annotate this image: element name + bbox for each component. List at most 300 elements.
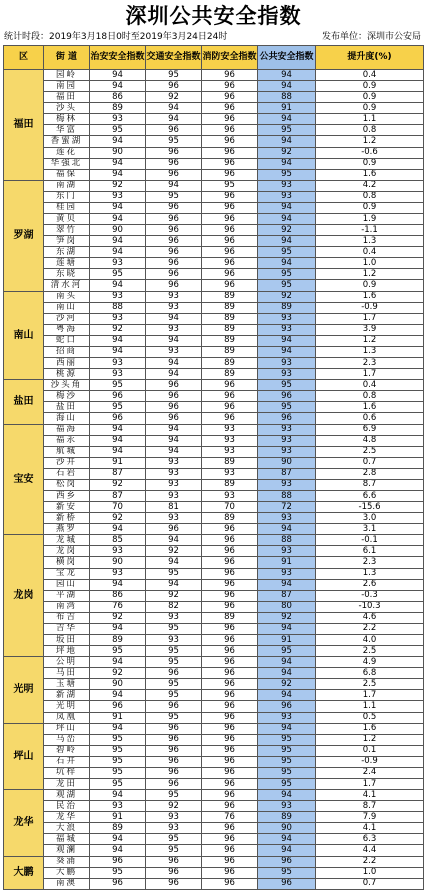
security-index-cell: 89 — [90, 634, 146, 645]
table-row — [4, 790, 424, 801]
street-cell: 坪山 — [44, 723, 90, 734]
change-percent-cell: 4.0 — [316, 634, 424, 645]
fire-index-cell: 96 — [202, 601, 258, 612]
traffic-index-cell: 94 — [146, 313, 202, 324]
fire-index-cell: 96 — [202, 679, 258, 690]
public-index-cell: 95 — [258, 169, 316, 180]
street-cell: 南湾 — [44, 601, 90, 612]
fire-index-cell: 89 — [202, 479, 258, 490]
table-row — [4, 701, 424, 712]
traffic-index-cell: 96 — [146, 247, 202, 258]
table-row — [4, 845, 424, 856]
change-percent-cell: 0.4 — [316, 70, 424, 81]
public-index-cell: 90 — [258, 823, 316, 834]
street-cell: 石井 — [44, 756, 90, 767]
table-row — [4, 646, 424, 657]
traffic-index-cell: 95 — [146, 136, 202, 147]
table-row — [4, 823, 424, 834]
fire-index-cell: 96 — [202, 790, 258, 801]
security-index-cell: 94 — [90, 169, 146, 180]
public-index-cell: 93 — [258, 712, 316, 723]
fire-index-cell: 93 — [202, 424, 258, 435]
change-percent-cell: 0.8 — [316, 191, 424, 202]
street-cell: 新安 — [44, 502, 90, 513]
security-index-cell: 95 — [90, 779, 146, 790]
public-index-cell: 96 — [258, 856, 316, 867]
change-percent-cell: 1.9 — [316, 214, 424, 225]
table-row — [4, 380, 424, 391]
fire-index-cell: 96 — [202, 191, 258, 202]
traffic-index-cell: 94 — [146, 114, 202, 125]
table-row — [4, 801, 424, 812]
fire-index-cell: 96 — [202, 380, 258, 391]
table-row — [4, 435, 424, 446]
fire-index-cell: 89 — [202, 346, 258, 357]
district-cell: 福田 — [4, 70, 44, 181]
public-index-cell: 94 — [258, 335, 316, 346]
traffic-index-cell: 95 — [146, 679, 202, 690]
change-percent-cell: 7.9 — [316, 812, 424, 823]
public-index-cell: 95 — [258, 269, 316, 280]
table-row — [4, 579, 424, 590]
security-index-cell: 95 — [90, 745, 146, 756]
fire-index-cell: 96 — [202, 779, 258, 790]
safety-index-table — [3, 45, 424, 890]
change-percent-cell: 1.0 — [316, 258, 424, 269]
traffic-index-cell: 96 — [146, 202, 202, 213]
security-index-cell: 96 — [90, 701, 146, 712]
public-index-cell: 93 — [258, 424, 316, 435]
street-cell: 福保 — [44, 169, 90, 180]
table-row — [4, 734, 424, 745]
street-cell: 黄贝 — [44, 214, 90, 225]
public-index-cell: 93 — [258, 513, 316, 524]
traffic-index-cell: 95 — [146, 790, 202, 801]
fire-index-cell: 93 — [202, 435, 258, 446]
security-index-cell: 95 — [90, 756, 146, 767]
security-index-cell: 92 — [90, 513, 146, 524]
traffic-index-cell: 95 — [146, 657, 202, 668]
table-row — [4, 668, 424, 679]
traffic-index-cell: 96 — [146, 125, 202, 136]
public-index-cell: 92 — [258, 612, 316, 623]
security-index-cell: 94 — [90, 335, 146, 346]
fire-index-cell: 96 — [202, 723, 258, 734]
security-index-cell: 89 — [90, 103, 146, 114]
table-row — [4, 70, 424, 81]
change-percent-cell: 1.2 — [316, 734, 424, 745]
public-index-cell: 92 — [258, 679, 316, 690]
street-cell: 梅林 — [44, 114, 90, 125]
fire-index-cell: 96 — [202, 114, 258, 125]
change-percent-cell: 1.6 — [316, 291, 424, 302]
change-percent-cell: 1.7 — [316, 690, 424, 701]
public-index-cell: 94 — [258, 723, 316, 734]
traffic-index-cell: 96 — [146, 225, 202, 236]
street-cell: 龙华 — [44, 812, 90, 823]
traffic-index-cell: 96 — [146, 734, 202, 745]
security-index-cell: 92 — [90, 612, 146, 623]
fire-index-cell: 89 — [202, 612, 258, 623]
fire-index-cell: 96 — [202, 280, 258, 291]
street-cell: 笋岗 — [44, 236, 90, 247]
fire-index-cell: 96 — [202, 269, 258, 280]
traffic-index-cell: 95 — [146, 845, 202, 856]
table-row — [4, 601, 424, 612]
traffic-index-cell: 94 — [146, 446, 202, 457]
change-percent-cell: 0.6 — [316, 413, 424, 424]
public-index-cell: 96 — [258, 878, 316, 889]
fire-index-cell: 96 — [202, 756, 258, 767]
change-percent-cell: -0.6 — [316, 147, 424, 158]
public-index-cell: 94 — [258, 81, 316, 92]
street-cell: 龙田 — [44, 779, 90, 790]
security-index-cell: 94 — [90, 446, 146, 457]
public-index-cell: 93 — [258, 446, 316, 457]
fire-index-cell: 96 — [202, 535, 258, 546]
table-row — [4, 424, 424, 435]
security-index-cell: 94 — [90, 158, 146, 169]
public-index-cell: 94 — [258, 236, 316, 247]
security-index-cell: 92 — [90, 479, 146, 490]
change-percent-cell: 1.3 — [316, 346, 424, 357]
traffic-index-cell: 96 — [146, 878, 202, 889]
traffic-index-cell: 96 — [146, 214, 202, 225]
street-cell: 翠竹 — [44, 225, 90, 236]
public-index-cell: 89 — [258, 302, 316, 313]
traffic-index-cell: 96 — [146, 258, 202, 269]
traffic-index-cell: 81 — [146, 502, 202, 513]
security-index-cell: 94 — [90, 790, 146, 801]
traffic-index-cell: 95 — [146, 646, 202, 657]
fire-index-cell: 96 — [202, 867, 258, 878]
street-cell: 葵涌 — [44, 856, 90, 867]
public-index-cell: 94 — [258, 690, 316, 701]
fire-index-cell: 96 — [202, 579, 258, 590]
traffic-index-cell: 93 — [146, 479, 202, 490]
security-index-cell: 95 — [90, 646, 146, 657]
fire-index-cell: 96 — [202, 413, 258, 424]
public-index-cell: 95 — [258, 380, 316, 391]
fire-index-cell: 96 — [202, 236, 258, 247]
traffic-index-cell: 95 — [146, 191, 202, 202]
public-index-cell: 94 — [258, 258, 316, 269]
street-cell: 东晓 — [44, 269, 90, 280]
street-cell: 新湖 — [44, 690, 90, 701]
traffic-index-cell: 93 — [146, 302, 202, 313]
change-percent-cell: 0.7 — [316, 457, 424, 468]
street-cell: 东门 — [44, 191, 90, 202]
security-index-cell: 86 — [90, 92, 146, 103]
security-index-cell: 94 — [90, 834, 146, 845]
public-index-cell: 94 — [258, 202, 316, 213]
table-row — [4, 723, 424, 734]
public-index-cell: 93 — [258, 435, 316, 446]
street-cell: 莲塘 — [44, 258, 90, 269]
security-index-cell: 89 — [90, 823, 146, 834]
traffic-index-cell: 95 — [146, 623, 202, 634]
fire-index-cell: 96 — [202, 202, 258, 213]
table-row — [4, 745, 424, 756]
change-percent-cell: 4.1 — [316, 790, 424, 801]
security-index-cell: 88 — [90, 302, 146, 313]
table-row — [4, 513, 424, 524]
security-index-cell: 96 — [90, 391, 146, 402]
change-percent-cell: 0.9 — [316, 103, 424, 114]
change-percent-cell: -0.1 — [316, 535, 424, 546]
table-row — [4, 147, 424, 158]
traffic-index-cell: 94 — [146, 535, 202, 546]
table-row — [4, 457, 424, 468]
traffic-index-cell: 96 — [146, 767, 202, 778]
security-index-cell: 94 — [90, 236, 146, 247]
fire-index-cell: 96 — [202, 878, 258, 889]
header-security: 治安安全指数 — [90, 46, 146, 70]
fire-index-cell: 96 — [202, 92, 258, 103]
change-percent-cell: 2.2 — [316, 623, 424, 634]
table-row — [4, 346, 424, 357]
street-cell: 沙头角 — [44, 380, 90, 391]
header-public: 公共安全指数 — [258, 46, 316, 70]
traffic-index-cell: 95 — [146, 70, 202, 81]
street-cell: 燕罗 — [44, 524, 90, 535]
security-index-cell: 94 — [90, 845, 146, 856]
fire-index-cell: 96 — [202, 856, 258, 867]
traffic-index-cell: 93 — [146, 513, 202, 524]
public-index-cell: 93 — [258, 313, 316, 324]
security-index-cell: 93 — [90, 191, 146, 202]
table-row — [4, 657, 424, 668]
traffic-index-cell: 96 — [146, 81, 202, 92]
fire-index-cell: 96 — [202, 391, 258, 402]
public-index-cell: 94 — [258, 579, 316, 590]
public-index-cell: 95 — [258, 779, 316, 790]
fire-index-cell: 96 — [202, 734, 258, 745]
street-cell: 海山 — [44, 413, 90, 424]
fire-index-cell: 96 — [202, 823, 258, 834]
table-row — [4, 391, 424, 402]
traffic-index-cell: 96 — [146, 269, 202, 280]
street-cell: 桃源 — [44, 369, 90, 380]
traffic-index-cell: 96 — [146, 779, 202, 790]
traffic-index-cell: 96 — [146, 701, 202, 712]
table-row — [4, 247, 424, 258]
traffic-index-cell: 93 — [146, 346, 202, 357]
change-percent-cell: -0.9 — [316, 302, 424, 313]
traffic-index-cell: 96 — [146, 723, 202, 734]
change-percent-cell: 0.4 — [316, 247, 424, 258]
security-index-cell: 70 — [90, 502, 146, 513]
public-index-cell: 96 — [258, 413, 316, 424]
change-percent-cell: 0.7 — [316, 878, 424, 889]
table-row — [4, 767, 424, 778]
traffic-index-cell: 92 — [146, 801, 202, 812]
traffic-index-cell: 96 — [146, 745, 202, 756]
street-cell: 马田 — [44, 668, 90, 679]
table-body — [4, 70, 424, 890]
change-percent-cell: 0.1 — [316, 745, 424, 756]
change-percent-cell: 0.9 — [316, 202, 424, 213]
security-index-cell: 93 — [90, 114, 146, 125]
district-cell: 坪山 — [4, 723, 44, 789]
security-index-cell: 94 — [90, 524, 146, 535]
street-cell: 凤凰 — [44, 712, 90, 723]
change-percent-cell: -0.9 — [316, 756, 424, 767]
security-index-cell: 90 — [90, 679, 146, 690]
street-cell: 西丽 — [44, 358, 90, 369]
street-cell: 沙头 — [44, 103, 90, 114]
street-cell: 布吉 — [44, 612, 90, 623]
public-index-cell: 95 — [258, 280, 316, 291]
public-index-cell: 94 — [258, 158, 316, 169]
security-index-cell: 96 — [90, 856, 146, 867]
change-percent-cell: 1.7 — [316, 369, 424, 380]
fire-index-cell: 96 — [202, 214, 258, 225]
street-cell: 南湖 — [44, 180, 90, 191]
public-index-cell: 95 — [258, 402, 316, 413]
traffic-index-cell: 96 — [146, 280, 202, 291]
security-index-cell: 92 — [90, 668, 146, 679]
fire-index-cell: 89 — [202, 369, 258, 380]
traffic-index-cell: 94 — [146, 335, 202, 346]
street-cell: 粤海 — [44, 324, 90, 335]
change-percent-cell: 2.3 — [316, 557, 424, 568]
table-row — [4, 169, 424, 180]
traffic-index-cell: 93 — [146, 634, 202, 645]
table-header-row — [4, 46, 424, 70]
traffic-index-cell: 82 — [146, 601, 202, 612]
table-row — [4, 679, 424, 690]
header-change: 提升度(%) — [316, 46, 424, 70]
street-cell: 沙河 — [44, 313, 90, 324]
street-cell: 碧岭 — [44, 745, 90, 756]
street-cell: 南山 — [44, 302, 90, 313]
table-row — [4, 269, 424, 280]
public-index-cell: 94 — [258, 668, 316, 679]
street-cell: 东湖 — [44, 247, 90, 258]
table-row — [4, 612, 424, 623]
table-row — [4, 191, 424, 202]
street-cell: 莲花 — [44, 147, 90, 158]
header-street: 街 道 — [44, 46, 90, 70]
table-row — [4, 490, 424, 501]
district-cell: 龙岗 — [4, 535, 44, 657]
fire-index-cell: 96 — [202, 701, 258, 712]
traffic-index-cell: 95 — [146, 712, 202, 723]
table-row — [4, 712, 424, 723]
security-index-cell: 93 — [90, 801, 146, 812]
table-row — [4, 812, 424, 823]
traffic-index-cell: 93 — [146, 291, 202, 302]
traffic-index-cell: 96 — [146, 413, 202, 424]
fire-index-cell: 70 — [202, 502, 258, 513]
table-row — [4, 546, 424, 557]
security-index-cell: 95 — [90, 734, 146, 745]
street-cell: 蛇口 — [44, 335, 90, 346]
street-cell: 南澳 — [44, 878, 90, 889]
street-cell: 坑梓 — [44, 767, 90, 778]
table-row — [4, 258, 424, 269]
table-row — [4, 690, 424, 701]
security-index-cell: 90 — [90, 225, 146, 236]
change-percent-cell: 2.5 — [316, 679, 424, 690]
street-cell: 大鹏 — [44, 867, 90, 878]
security-index-cell: 94 — [90, 214, 146, 225]
street-cell: 园山 — [44, 579, 90, 590]
street-cell: 大浪 — [44, 823, 90, 834]
public-index-cell: 87 — [258, 468, 316, 479]
change-percent-cell: 1.2 — [316, 136, 424, 147]
security-index-cell: 94 — [90, 623, 146, 634]
public-index-cell: 95 — [258, 734, 316, 745]
public-index-cell: 80 — [258, 601, 316, 612]
table-row — [4, 535, 424, 546]
security-index-cell: 76 — [90, 601, 146, 612]
traffic-index-cell: 96 — [146, 668, 202, 679]
change-percent-cell: 4.1 — [316, 823, 424, 834]
fire-index-cell: 89 — [202, 513, 258, 524]
change-percent-cell: 1.6 — [316, 402, 424, 413]
public-index-cell: 94 — [258, 524, 316, 535]
table-row — [4, 446, 424, 457]
traffic-index-cell: 94 — [146, 557, 202, 568]
traffic-index-cell: 96 — [146, 391, 202, 402]
fire-index-cell: 96 — [202, 634, 258, 645]
table-row — [4, 291, 424, 302]
security-index-cell: 85 — [90, 535, 146, 546]
fire-index-cell: 96 — [202, 402, 258, 413]
security-index-cell: 94 — [90, 723, 146, 734]
fire-index-cell: 96 — [202, 623, 258, 634]
street-cell: 沙井 — [44, 457, 90, 468]
security-index-cell: 92 — [90, 324, 146, 335]
street-cell: 民治 — [44, 801, 90, 812]
fire-index-cell: 96 — [202, 767, 258, 778]
street-cell: 坪地 — [44, 646, 90, 657]
change-percent-cell: 0.8 — [316, 391, 424, 402]
table-row — [4, 92, 424, 103]
change-percent-cell: 6.3 — [316, 834, 424, 845]
fire-index-cell: 96 — [202, 103, 258, 114]
security-index-cell: 96 — [90, 413, 146, 424]
public-index-cell: 91 — [258, 103, 316, 114]
security-index-cell: 91 — [90, 457, 146, 468]
district-cell: 南山 — [4, 291, 44, 380]
traffic-index-cell: 94 — [146, 369, 202, 380]
change-percent-cell: 1.3 — [316, 568, 424, 579]
public-index-cell: 93 — [258, 568, 316, 579]
change-percent-cell: 2.4 — [316, 767, 424, 778]
change-percent-cell: 8.7 — [316, 479, 424, 490]
security-index-cell: 95 — [90, 767, 146, 778]
public-index-cell: 93 — [258, 191, 316, 202]
security-index-cell: 93 — [90, 291, 146, 302]
public-index-cell: 95 — [258, 756, 316, 767]
fire-index-cell: 95 — [202, 180, 258, 191]
traffic-index-cell: 94 — [146, 180, 202, 191]
change-percent-cell: 0.8 — [316, 125, 424, 136]
traffic-index-cell: 92 — [146, 92, 202, 103]
public-index-cell: 95 — [258, 867, 316, 878]
fire-index-cell: 89 — [202, 302, 258, 313]
fire-index-cell: 96 — [202, 81, 258, 92]
publisher: 发布单位：深圳市公安局 — [321, 32, 421, 42]
street-cell: 福田 — [44, 92, 90, 103]
traffic-index-cell: 94 — [146, 579, 202, 590]
fire-index-cell: 93 — [202, 446, 258, 457]
change-percent-cell: 2.3 — [316, 358, 424, 369]
traffic-index-cell: 92 — [146, 546, 202, 557]
